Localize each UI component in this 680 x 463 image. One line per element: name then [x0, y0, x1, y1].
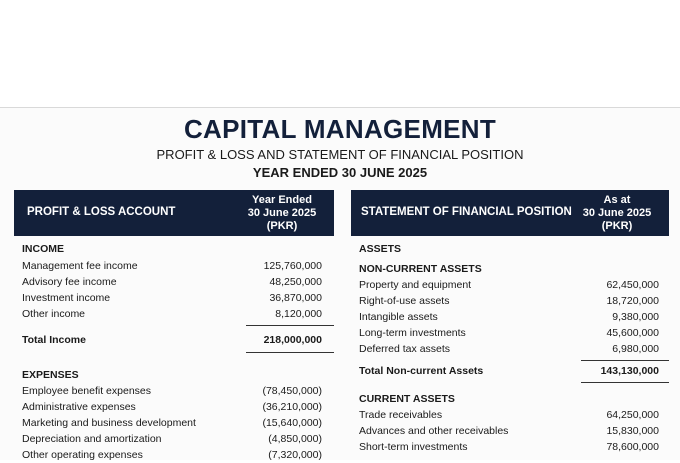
- column-header-line: As at: [603, 194, 631, 206]
- row-value: 125,760,000: [263, 260, 322, 272]
- expense-row: [14, 447, 334, 463]
- row-label: Administrative expenses: [22, 401, 136, 413]
- expense-row: [14, 415, 334, 431]
- row-value: 9,380,000: [612, 311, 659, 323]
- row-value: 15,830,000: [606, 425, 659, 437]
- column-header-line: (PKR): [266, 220, 298, 232]
- row-label: Other operating expenses: [22, 449, 143, 461]
- noncurrent-asset-row: [351, 325, 669, 341]
- profit-loss-panel: [14, 190, 334, 461]
- row-value: 18,720,000: [606, 295, 659, 307]
- income-row: [14, 290, 334, 306]
- row-value: (36,210,000): [262, 401, 322, 413]
- column-header-line: 30 June 2025: [247, 207, 317, 219]
- company-title: CAPITAL MANAGEMENT: [183, 114, 497, 144]
- row-label: Intangible assets: [359, 311, 438, 323]
- row-label: Other income: [22, 308, 86, 320]
- expense-row: [14, 383, 334, 399]
- noncurrent-asset-row: [351, 341, 669, 357]
- row-label: Management fee income: [22, 260, 138, 272]
- total-rule: [581, 360, 669, 361]
- row-value: (78,450,000): [262, 385, 322, 397]
- row-label: Short-term investments: [359, 441, 468, 453]
- current-asset-row: [351, 439, 669, 455]
- income-row: [14, 274, 334, 290]
- row-label: Property and equipment: [359, 279, 472, 291]
- row-value: (4,850,000): [268, 433, 322, 445]
- row-value: 8,120,000: [275, 308, 322, 320]
- row-label: Employee benefit expenses: [22, 385, 151, 397]
- column-header-line: Year Ended: [252, 194, 312, 206]
- row-value: (7,320,000): [268, 449, 322, 461]
- row-value: 218,000,000: [263, 334, 322, 346]
- total-noncurrent-row: [351, 363, 669, 379]
- row-value: 78,600,000: [606, 441, 659, 453]
- expenses-section-label: EXPENSES: [22, 369, 79, 381]
- profit-loss-heading: PROFIT & LOSS ACCOUNT: [27, 206, 176, 218]
- noncurrent-asset-row: [351, 293, 669, 309]
- row-value: 6,980,000: [612, 343, 659, 355]
- income-section-label: INCOME: [22, 243, 64, 255]
- row-label: Advisory fee income: [22, 276, 117, 288]
- expense-row: [14, 431, 334, 447]
- total-income-row: [14, 332, 334, 348]
- row-value: 143,130,000: [600, 365, 659, 377]
- total-rule: [246, 352, 334, 353]
- row-label: Total Non-current Assets: [359, 365, 484, 377]
- row-label: Right-of-use assets: [359, 295, 450, 307]
- noncurrent-assets-label: NON-CURRENT ASSETS: [359, 263, 482, 275]
- noncurrent-asset-row: [351, 309, 669, 325]
- row-label: Marketing and business development: [22, 417, 196, 429]
- column-header-line: 30 June 2025: [582, 207, 652, 219]
- total-rule: [246, 325, 334, 326]
- noncurrent-asset-row: [351, 277, 669, 293]
- current-asset-row: [351, 423, 669, 439]
- row-value: (15,640,000): [262, 417, 322, 429]
- income-row: [14, 258, 334, 274]
- period-label: YEAR ENDED 30 JUNE 2025: [252, 165, 428, 180]
- income-row: [14, 306, 334, 322]
- assets-section-label: ASSETS: [359, 243, 402, 255]
- statement-subtitle: PROFIT & LOSS AND STATEMENT OF FINANCIAL POSITION: [156, 147, 524, 162]
- row-label: Depreciation and amortization: [22, 433, 162, 445]
- financial-position-panel: [351, 190, 669, 453]
- column-header-line: (PKR): [601, 220, 633, 232]
- financial-statement-document: [0, 107, 680, 460]
- row-value: 48,250,000: [269, 276, 322, 288]
- row-value: 45,600,000: [606, 327, 659, 339]
- row-label: Investment income: [22, 292, 111, 304]
- total-rule: [581, 382, 669, 383]
- row-label: Deferred tax assets: [359, 343, 451, 355]
- row-label: Advances and other receivables: [359, 425, 509, 437]
- row-value: 62,450,000: [606, 279, 659, 291]
- profit-loss-header: [14, 190, 334, 236]
- current-asset-row: [351, 407, 669, 423]
- financial-position-heading: STATEMENT OF FINANCIAL POSITION: [361, 206, 572, 218]
- row-label: Long-term investments: [359, 327, 466, 339]
- current-assets-label: CURRENT ASSETS: [359, 393, 455, 405]
- financial-position-column-header: [577, 194, 657, 233]
- row-label: Trade receivables: [359, 409, 443, 421]
- row-label: Total Income: [22, 334, 86, 346]
- profit-loss-column-header: [242, 194, 322, 233]
- financial-position-header: [351, 190, 669, 236]
- row-value: 36,870,000: [269, 292, 322, 304]
- expense-row: [14, 399, 334, 415]
- row-value: 64,250,000: [606, 409, 659, 421]
